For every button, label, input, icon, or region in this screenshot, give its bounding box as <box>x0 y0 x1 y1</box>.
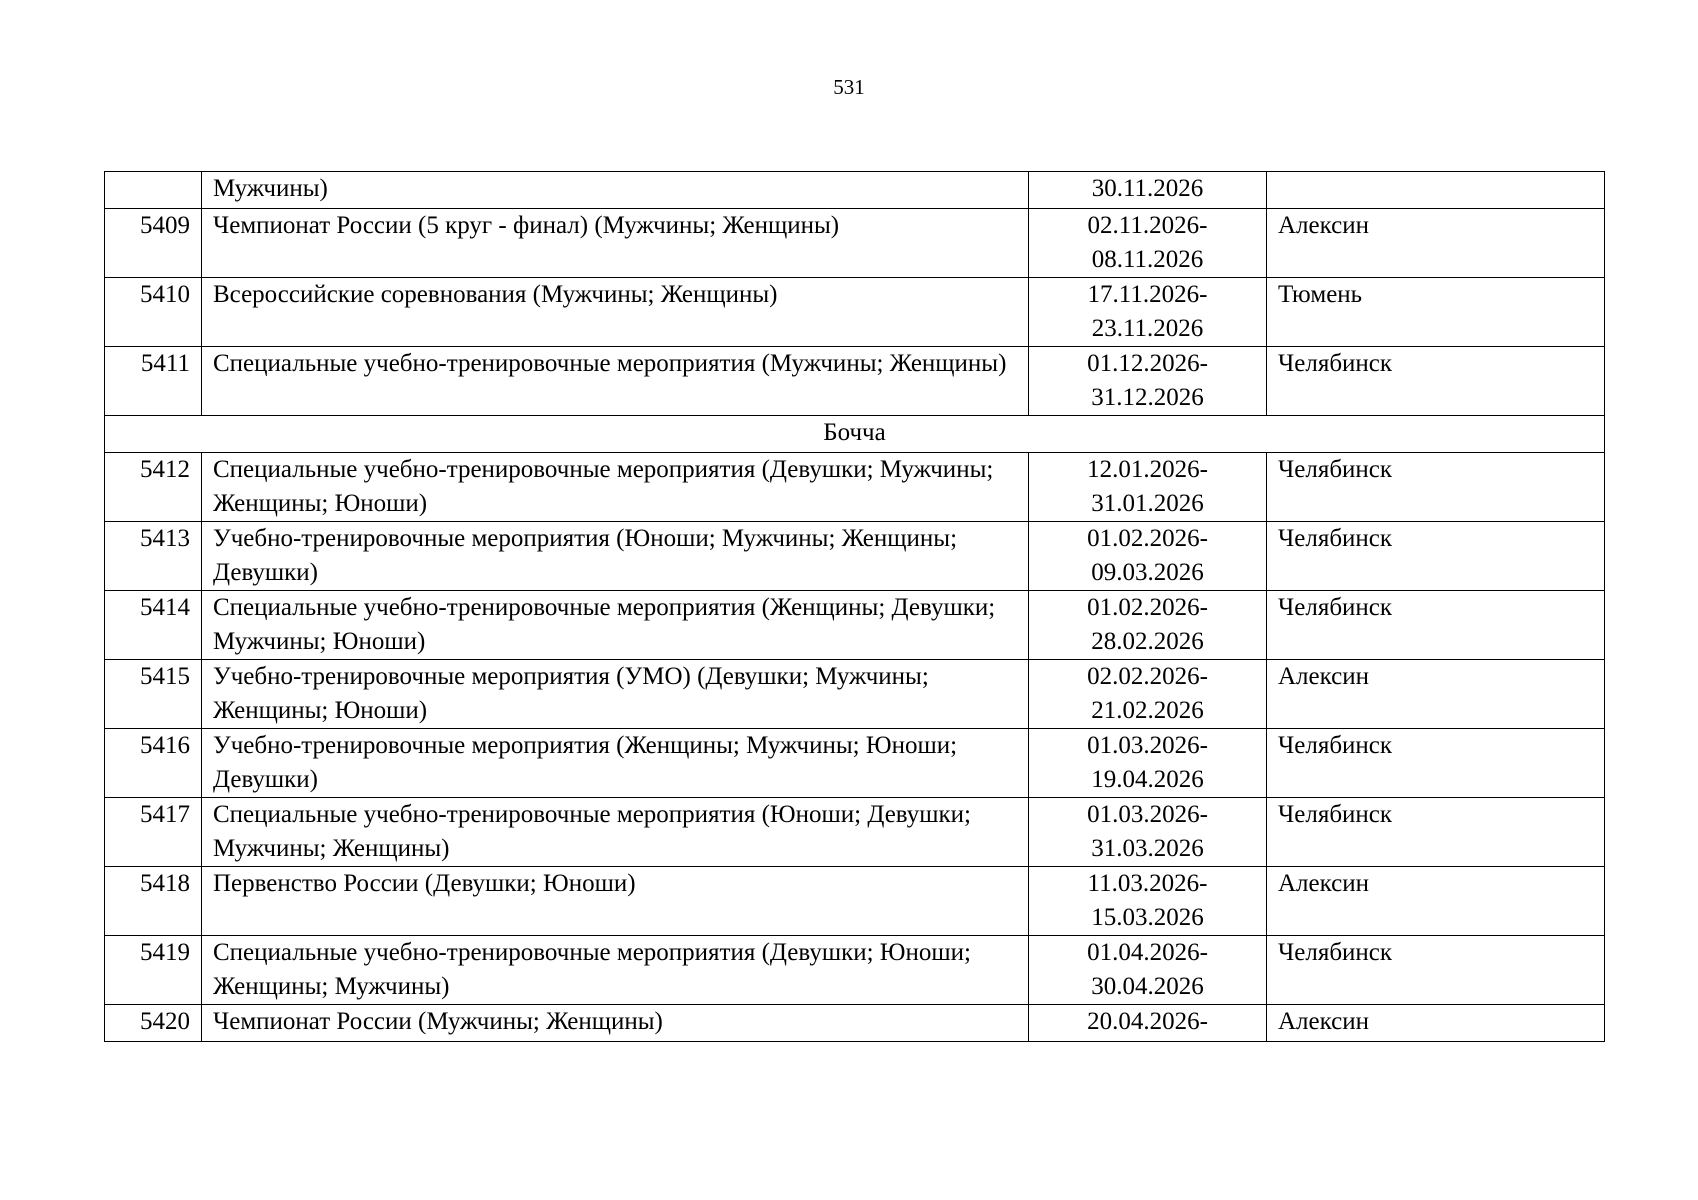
event-dates <box>1029 798 1267 867</box>
event-date-line: 01.12.2026- <box>1087 350 1208 377</box>
event-row <box>105 209 1605 278</box>
event-date-line: 28.02.2026 <box>1091 628 1204 655</box>
event-date-line: 30.04.2026 <box>1091 973 1204 1000</box>
event-name: Специальные учебно-тренировочные мероприятия (Мужчины; Женщины) <box>202 347 1029 416</box>
event-row <box>105 278 1605 347</box>
event-date-line: 01.04.2026- <box>1087 939 1208 966</box>
event-row <box>105 347 1605 416</box>
event-place: Челябинск <box>1267 591 1605 660</box>
event-date-line: 01.03.2026- <box>1087 732 1208 759</box>
event-date-line: 15.03.2026 <box>1091 904 1204 931</box>
event-date-line: 31.01.2026 <box>1091 490 1204 517</box>
event-dates <box>1029 453 1267 522</box>
event-date-line: 01.02.2026- <box>1087 594 1208 621</box>
event-date-line: 08.11.2026 <box>1091 246 1204 273</box>
event-date-line: 11.03.2026- <box>1087 870 1208 897</box>
event-name: Специальные учебно-тренировочные мероприятия (Женщины; Девушки; Мужчины; Юноши) <box>202 591 1029 660</box>
event-number: 5413 <box>105 522 202 591</box>
event-date-line: 30.11.2026 <box>1091 175 1204 202</box>
event-number: 5418 <box>105 867 202 936</box>
event-place: Алексин <box>1267 867 1605 936</box>
event-dates <box>1029 209 1267 278</box>
event-place: Челябинск <box>1267 798 1605 867</box>
event-place <box>1267 172 1605 209</box>
event-row <box>105 522 1605 591</box>
event-dates <box>1029 936 1267 1005</box>
event-dates <box>1029 591 1267 660</box>
event-place: Алексин <box>1267 209 1605 278</box>
event-row <box>105 453 1605 522</box>
event-row <box>105 172 1605 209</box>
event-name: Всероссийские соревнования (Мужчины; Женщины) <box>202 278 1029 347</box>
event-row <box>105 660 1605 729</box>
event-name: Специальные учебно-тренировочные мероприятия (Девушки; Юноши; Женщины; Мужчины) <box>202 936 1029 1005</box>
event-dates <box>1029 867 1267 936</box>
events-table <box>104 171 1605 1042</box>
event-number: 5409 <box>105 209 202 278</box>
event-row <box>105 798 1605 867</box>
event-place: Челябинск <box>1267 347 1605 416</box>
event-date-line: 21.02.2026 <box>1091 697 1204 724</box>
event-number: 5417 <box>105 798 202 867</box>
section-row <box>105 416 1605 453</box>
event-dates <box>1029 522 1267 591</box>
event-date-line: 02.02.2026- <box>1087 663 1208 690</box>
event-place: Челябинск <box>1267 522 1605 591</box>
event-row <box>105 591 1605 660</box>
event-date-line: 12.01.2026- <box>1087 456 1208 483</box>
event-number: 5420 <box>105 1005 202 1042</box>
event-number <box>105 172 202 209</box>
event-name: Мужчины) <box>202 172 1029 209</box>
event-row <box>105 1005 1605 1042</box>
event-dates <box>1029 660 1267 729</box>
event-place: Алексин <box>1267 1005 1605 1042</box>
event-date-line: 01.02.2026- <box>1087 525 1208 552</box>
event-name: Чемпионат России (Мужчины; Женщины) <box>202 1005 1029 1042</box>
event-dates <box>1029 729 1267 798</box>
event-number: 5412 <box>105 453 202 522</box>
event-date-line: 31.03.2026 <box>1091 835 1204 862</box>
event-number: 5411 <box>105 347 202 416</box>
event-place: Челябинск <box>1267 453 1605 522</box>
event-date-line: 17.11.2026- <box>1087 281 1208 308</box>
event-name: Чемпионат России (5 круг - финал) (Мужчины; Женщины) <box>202 209 1029 278</box>
event-row <box>105 867 1605 936</box>
event-number: 5419 <box>105 936 202 1005</box>
event-place: Челябинск <box>1267 729 1605 798</box>
section-title: Бочча <box>105 416 1605 453</box>
event-date-line: 23.11.2026 <box>1091 315 1204 342</box>
event-place: Челябинск <box>1267 936 1605 1005</box>
event-dates <box>1029 278 1267 347</box>
event-number: 5415 <box>105 660 202 729</box>
event-row <box>105 936 1605 1005</box>
event-place: Тюмень <box>1267 278 1605 347</box>
event-dates <box>1029 347 1267 416</box>
event-dates <box>1029 1005 1267 1042</box>
page-number: 531 <box>833 75 865 99</box>
event-number: 5410 <box>105 278 202 347</box>
event-name: Учебно-тренировочные мероприятия (УМО) (Девушки; Мужчины; Женщины; Юноши) <box>202 660 1029 729</box>
event-name: Учебно-тренировочные мероприятия (Женщины; Мужчины; Юноши; Девушки) <box>202 729 1029 798</box>
event-name: Специальные учебно-тренировочные мероприятия (Девушки; Мужчины; Женщины; Юноши) <box>202 453 1029 522</box>
event-name: Учебно-тренировочные мероприятия (Юноши; Мужчины; Женщины; Девушки) <box>202 522 1029 591</box>
event-date-line: 02.11.2026- <box>1087 212 1208 239</box>
events-table-body <box>105 172 1605 1042</box>
event-date-line: 20.04.2026- <box>1087 1008 1208 1035</box>
event-row <box>105 729 1605 798</box>
event-number: 5414 <box>105 591 202 660</box>
event-date-line: 31.12.2026 <box>1091 384 1204 411</box>
event-date-line: 01.03.2026- <box>1087 801 1208 828</box>
event-name: Первенство России (Девушки; Юноши) <box>202 867 1029 936</box>
event-place: Алексин <box>1267 660 1605 729</box>
event-name: Специальные учебно-тренировочные мероприятия (Юноши; Девушки; Мужчины; Женщины) <box>202 798 1029 867</box>
event-number: 5416 <box>105 729 202 798</box>
event-date-line: 19.04.2026 <box>1091 766 1204 793</box>
event-date-line: 09.03.2026 <box>1091 559 1204 586</box>
event-dates <box>1029 172 1267 209</box>
